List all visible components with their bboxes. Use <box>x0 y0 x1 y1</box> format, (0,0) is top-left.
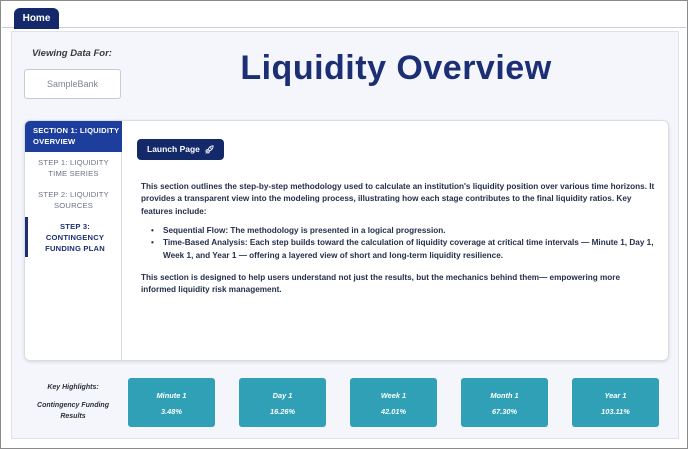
metric-value: 42.01% <box>380 407 407 416</box>
launch-page-button[interactable] <box>137 139 224 160</box>
intro-text: This section outlines the step-by-step methodology used to calculate an institution's liquidity position over various time horizons. It provides a transparent view into the modeling process, illustrating how each stage contributes to the final liquidity ratios. Key features include: <box>141 182 655 216</box>
metric-card-month-1 <box>461 378 548 427</box>
sidebar-item-step-1[interactable]: STEP 1: LIQUIDITY TIME SERIES <box>38 158 109 178</box>
metric-value: 16.26% <box>269 407 296 416</box>
metric-value: 67.30% <box>491 407 518 416</box>
page-title: Liquidity Overview <box>240 49 552 87</box>
closing-text: This section is designed to help users understand not just the results, but the mechanics behind them— empowering more informed liquidity risk management. <box>141 273 621 295</box>
metric-label: Year 1 <box>604 391 627 400</box>
metric-label: Week 1 <box>380 391 407 400</box>
metric-label: Day 1 <box>272 391 293 400</box>
sidebar-item-step-3[interactable]: STEP 3: CONTINGENCY FUNDING PLAN <box>25 217 122 257</box>
bank-selector[interactable]: SampleBank <box>24 69 121 99</box>
launch-page-label: Launch Page <box>147 144 200 154</box>
sidebar-item-section-1[interactable]: SECTION 1: LIQUIDITY OVERVIEW <box>25 121 122 152</box>
metric-card-year-1 <box>572 378 659 427</box>
tab-bar <box>2 2 686 28</box>
tab-home[interactable]: Home <box>14 8 59 29</box>
section-sidebar <box>25 121 122 361</box>
metric-card-week-1 <box>350 378 437 427</box>
metric-label: Month 1 <box>490 391 519 400</box>
metric-card-day-1 <box>239 378 326 427</box>
metric-value: 3.48% <box>161 407 182 416</box>
key-highlights-label: Key Highlights: <box>47 384 99 391</box>
metric-card-minute-1 <box>128 378 215 427</box>
list-item: • Time-Based Analysis: Each step builds toward the calculation of liquidity coverage at critical time intervals — Minute 1, Day 1, Week 1, and Year 1 — offering a layered view of short and long-term liquidity resilience. <box>151 237 659 262</box>
overview-panel <box>24 120 669 361</box>
sidebar-item-step-2[interactable]: STEP 2: LIQUIDITY SOURCES <box>38 190 109 210</box>
metric-label: Minute 1 <box>156 391 187 400</box>
contingency-results-label: Contingency Funding Results <box>37 402 109 420</box>
rocket-icon <box>204 144 215 155</box>
feature-list <box>151 225 659 262</box>
metric-value: 103.11% <box>601 407 630 416</box>
viewing-data-label: Viewing Data For: <box>32 48 112 59</box>
list-item: • Sequential Flow: The methodology is presented in a logical progression. <box>151 225 659 237</box>
